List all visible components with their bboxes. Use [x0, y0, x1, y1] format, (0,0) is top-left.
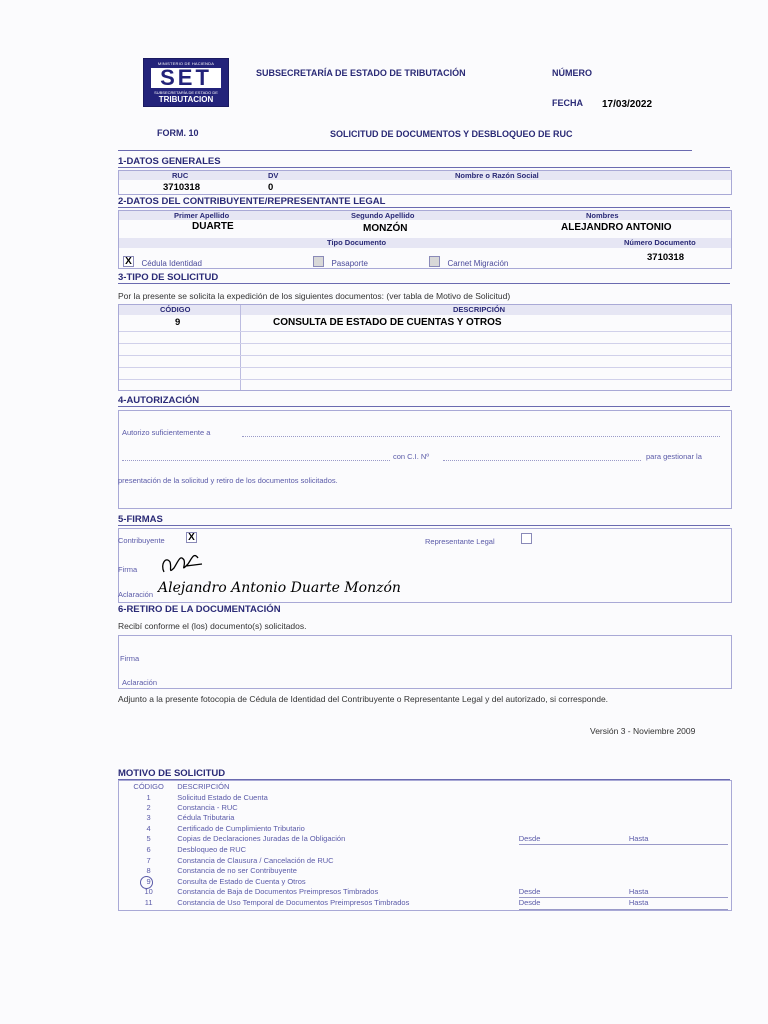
motivo-row	[120, 887, 728, 898]
motivo-hasta	[629, 845, 728, 856]
motivo-code: 5	[146, 834, 151, 844]
adjunto-text: Adjunto a la presente fotocopia de Cédula de Identidad del Contribuyente o Representante Legal y del autorizado, si corresponde.	[118, 694, 609, 704]
fecha-value: 17/03/2022	[602, 99, 653, 110]
form-title: SOLICITUD DE DOCUMENTOS Y DESBLOQUEO DE RUC	[330, 129, 573, 139]
numero-label: NÚMERO	[552, 68, 592, 78]
motivo-code: 6	[146, 845, 151, 855]
motivo-desc: Constancia de Clausura / Cancelación de RUC	[177, 855, 334, 865]
logo-set-text: SET	[150, 67, 222, 89]
nombres-value: ALEJANDRO ANTONIO	[561, 222, 672, 233]
pasaporte-label: Pasaporte	[331, 259, 368, 268]
motivo-hasta	[629, 792, 728, 802]
retiro-aclaracion-label: Aclaración	[122, 678, 158, 687]
motivo-desde: Desde	[519, 887, 629, 898]
pasaporte-checkbox	[313, 256, 324, 267]
motivo-desc: Consulta de Estado de Cuenta y Otros	[177, 876, 306, 886]
codigo-col-header: CÓDIGO	[160, 305, 191, 314]
motivo-hasta	[629, 866, 728, 876]
motivo-hasta: Hasta	[629, 887, 728, 898]
aclaracion-signature: Alejandro Antonio Duarte Monzón	[158, 580, 401, 596]
motivo-desde	[519, 845, 629, 856]
section-1-box	[118, 170, 732, 195]
motivo-desc: Constancia - RUC	[177, 802, 238, 812]
descripcion-value: CONSULTA DE ESTADO DE CUENTAS Y OTROS	[273, 317, 502, 328]
title-rule	[118, 150, 692, 151]
section-5-title: 5-FIRMAS	[118, 514, 163, 525]
section-3-title: 3-TIPO DE SOLICITUD	[118, 272, 219, 283]
dv-value: 0	[268, 182, 274, 193]
motivo-title: MOTIVO DE SOLICITUD	[118, 768, 226, 779]
primer-apellido-label: Primer Apellido	[174, 211, 230, 220]
motivo-code: 7	[146, 855, 151, 865]
version-text: Versión 3 - Noviembre 2009	[590, 726, 696, 736]
cedula-option	[123, 253, 202, 271]
motivo-row	[120, 813, 728, 823]
signature-image	[158, 550, 206, 580]
logo-sub-text: SUBSECRETARÍA DE ESTADO DE	[154, 90, 218, 95]
motivo-code: 4	[146, 823, 151, 833]
motivo-desde	[519, 877, 629, 887]
set-logo	[143, 58, 229, 107]
motivo-rows	[120, 792, 728, 909]
dv-label: DV	[268, 171, 279, 180]
logo-ministry-text: MINISTERIO DE HACIENDA	[157, 61, 215, 66]
motivo-desde	[519, 866, 629, 876]
motivo-desc: Copias de Declaraciones Juradas de la Obligación	[177, 834, 346, 844]
retiro-box	[118, 635, 732, 689]
carnet-label: Carnet Migración	[447, 259, 509, 268]
section-6-title: 6-RETIRO DE LA DOCUMENTACIÓN	[118, 604, 281, 615]
motivo-row	[120, 803, 728, 813]
motivo-desde	[519, 856, 629, 866]
section-3-intro: Por la presente se solicita la expedición de los siguientes documentos: (ver tabla de Motivo de Solicitud)	[118, 291, 511, 301]
ci-line	[443, 460, 641, 461]
motivo-row	[120, 898, 728, 909]
tipo-documento-label: Tipo Documento	[327, 238, 387, 247]
section-1-rule	[118, 167, 730, 168]
motivo-hasta: Hasta	[629, 898, 728, 909]
representante-checkbox	[521, 533, 532, 544]
firma-label: Firma	[118, 565, 138, 574]
motivo-row	[120, 856, 728, 866]
motivo-desc: Constancia de Baja de Documentos Preimpresos Timbrados	[177, 887, 379, 897]
motivo-row	[120, 834, 728, 845]
descripcion-col-header: DESCRIPCIÓN	[453, 305, 506, 314]
motivo-table	[120, 782, 728, 910]
nombre-label: Nombre o Razón Social	[455, 171, 539, 180]
section-4-title: 4-AUTORIZACIÓN	[118, 395, 200, 406]
motivo-hasta: Hasta	[629, 834, 728, 845]
primer-apellido-value: DUARTE	[192, 221, 234, 232]
retiro-firma-label: Firma	[120, 654, 140, 663]
motivo-row	[120, 824, 728, 834]
motivo-hasta	[629, 803, 728, 813]
section-6-intro: Recibí conforme el (los) documento(s) solicitados.	[118, 621, 307, 631]
aclaracion-label: Aclaración	[118, 590, 154, 599]
motivo-desc: Constancia de Uso Temporal de Documentos Preimpresos Timbrados	[177, 898, 410, 908]
ruc-label: RUC	[172, 171, 189, 180]
section-4-rule	[118, 406, 730, 407]
autorizado-line	[122, 460, 390, 461]
agency-name: SUBSECRETARÍA DE ESTADO DE TRIBUTACIÓN	[256, 68, 466, 78]
carnet-option	[429, 253, 508, 271]
section-5-rule	[118, 525, 730, 526]
form-number: FORM. 10	[157, 128, 199, 138]
motivo-code: 9	[120, 877, 177, 887]
contribuyente-checkbox: X	[186, 532, 197, 543]
motivo-desc: Cédula Tributaria	[177, 813, 235, 823]
motivo-desc: Solicitud Estado de Cuenta	[177, 792, 268, 802]
logo-tributacion-text: TRIBUTACION	[158, 95, 214, 104]
segundo-apellido-label: Segundo Apellido	[351, 211, 415, 220]
ci-text: con C.I. Nº	[393, 452, 430, 461]
cedula-label: Cédula Identidad	[141, 259, 202, 268]
contribuyente-label: Contribuyente	[118, 536, 165, 545]
motivo-row	[120, 877, 728, 887]
numero-documento-label: Número Documento	[624, 238, 696, 247]
motivo-desde	[519, 792, 629, 802]
motivo-hasta	[629, 813, 728, 823]
autorizo-text: Autorizo suficientemente a	[122, 428, 211, 437]
motivo-hasta	[629, 856, 728, 866]
fecha-label: FECHA	[552, 98, 583, 108]
motivo-desde	[519, 824, 629, 834]
motivo-hasta	[629, 824, 728, 834]
motivo-code: 10	[144, 887, 153, 897]
section-2-title: 2-DATOS DEL CONTRIBUYENTE/REPRESENTANTE LEGAL	[118, 196, 386, 207]
codigo-value: 9	[175, 317, 181, 328]
motivo-code: 11	[144, 898, 153, 908]
motivo-hasta	[629, 877, 728, 887]
motivo-desc: Constancia de no ser Contribuyente	[177, 866, 297, 876]
motivo-desc: Certificado de Cumplimiento Tributario	[177, 823, 305, 833]
motivo-code: 1	[146, 792, 151, 802]
cedula-checkbox: X	[123, 256, 134, 267]
motivo-desde: Desde	[519, 834, 629, 845]
motivo-desde: Desde	[519, 898, 629, 909]
motivo-col-desc: DESCRIPCIÓN	[177, 782, 230, 792]
autorizo-line	[242, 436, 720, 437]
ruc-value: 3710318	[163, 182, 200, 193]
numero-documento-value: 3710318	[647, 252, 684, 263]
section-1-title: 1-DATOS GENERALES	[118, 156, 221, 167]
motivo-code: 8	[146, 866, 151, 876]
motivo-desde	[519, 813, 629, 823]
pasaporte-option	[313, 253, 368, 271]
nombres-label: Nombres	[586, 211, 619, 220]
motivo-row	[120, 866, 728, 876]
motivo-table-wrap	[120, 782, 728, 910]
carnet-checkbox	[429, 256, 440, 267]
motivo-header-row	[120, 782, 728, 792]
section-2-rule	[118, 207, 730, 208]
motivo-desde	[519, 803, 629, 813]
gestionar-text: para gestionar la	[646, 452, 702, 461]
representante-label: Representante Legal	[425, 537, 495, 546]
selected-code-circle	[140, 876, 153, 889]
section-3-rule	[118, 283, 730, 284]
motivo-row	[120, 792, 728, 802]
presentacion-text: presentación de la solicitud y retiro de los documentos solicitados.	[118, 476, 338, 485]
segundo-apellido-value: MONZÓN	[363, 223, 408, 234]
motivo-col-codigo: CÓDIGO	[133, 782, 164, 792]
motivo-row	[120, 845, 728, 856]
motivo-code: 3	[146, 813, 151, 823]
motivo-code: 2	[146, 802, 151, 812]
motivo-desc: Desbloqueo de RUC	[177, 845, 247, 855]
